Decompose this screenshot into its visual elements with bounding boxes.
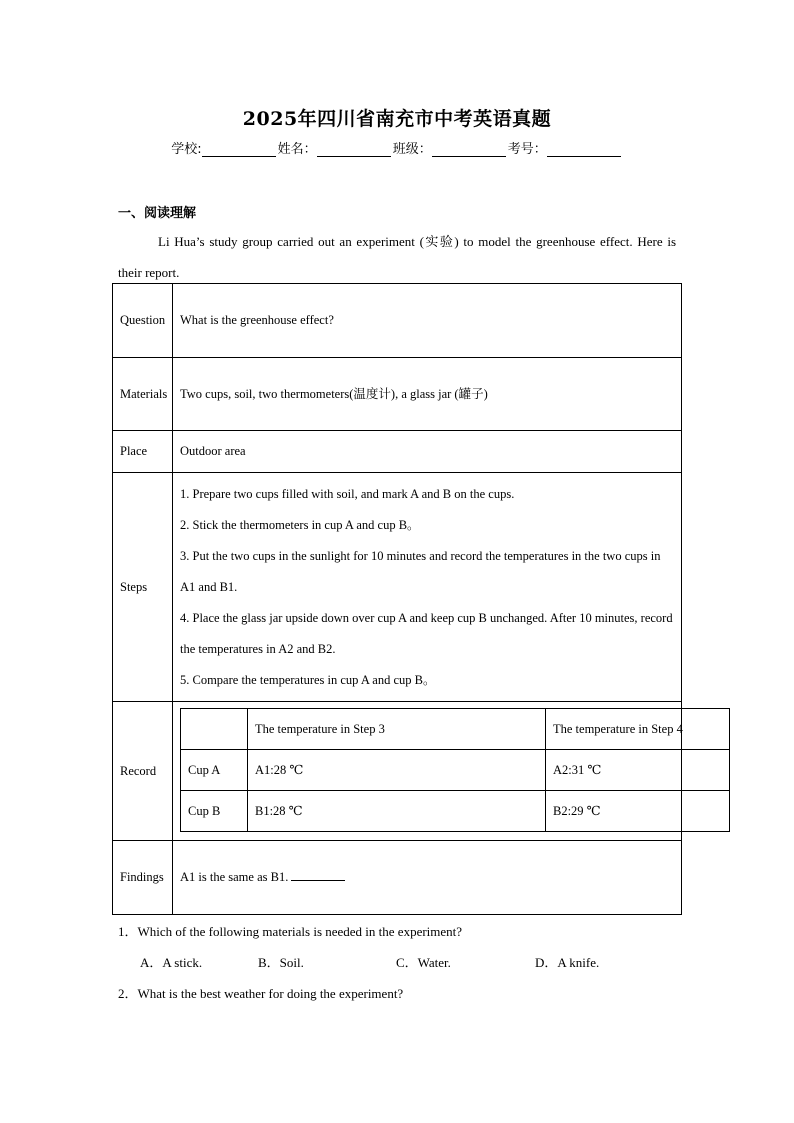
record-row-cup-b — [181, 791, 730, 832]
option-c[interactable]: C．Water. — [396, 955, 451, 970]
record-header-step4: The temperature in Step 4 — [546, 709, 730, 750]
materials-value: Two cups, soil, two thermometers(温度计), a glass jar (罐子) — [173, 358, 682, 431]
record-cup-a-label: Cup A — [181, 750, 248, 791]
report-row-question — [113, 284, 682, 358]
record-a1: A1:28 ℃ — [248, 750, 546, 791]
question-text: What is the best weather for doing the experiment? — [137, 986, 404, 1001]
page-title: 2025年四川省南充市中考英语真题 — [242, 108, 552, 130]
record-header-blank — [181, 709, 248, 750]
findings-cell — [173, 841, 682, 915]
record-cell — [173, 702, 682, 841]
school-label: 学校: — [171, 142, 202, 157]
question-text: Which of the following materials is needed in the experiment? — [137, 924, 463, 939]
name-label: 姓名： — [277, 142, 317, 157]
question-2 — [118, 978, 678, 1009]
name-blank[interactable] — [317, 142, 391, 157]
record-header-row — [181, 709, 730, 750]
exam-no-label: 考号： — [507, 142, 547, 157]
question-1-options — [118, 947, 678, 978]
intro-text: Li Hua’s study group carried out an experiment (实验) to model the greenhouse effect. Here is their report. — [118, 234, 676, 280]
steps-label: Steps — [113, 473, 173, 702]
student-info-line — [0, 138, 794, 157]
step-item: 3. Put the two cups in the sunlight for 10 minutes and record the temperatures in the two cups in A1 and B1. — [180, 548, 661, 594]
record-header-step3: The temperature in Step 3 — [248, 709, 546, 750]
option-d[interactable]: D．A knife. — [535, 955, 600, 970]
option-a[interactable]: A．A stick. — [140, 955, 203, 970]
findings-label: Findings — [113, 841, 173, 915]
record-table — [180, 708, 730, 832]
materials-label: Materials — [113, 358, 173, 431]
record-b2: B2:29 ℃ — [546, 791, 730, 832]
report-row-record — [113, 702, 682, 841]
class-label: 班级： — [392, 142, 432, 157]
findings-value: A1 is the same as B1. — [180, 870, 289, 884]
report-row-steps — [113, 473, 682, 702]
school-blank[interactable] — [202, 142, 276, 157]
step-item: 1. Prepare two cups filled with soil, and mark A and B on the cups. — [180, 486, 515, 501]
exam-no-blank[interactable] — [547, 142, 621, 157]
question-number: 2． — [118, 986, 138, 1001]
record-label: Record — [113, 702, 173, 841]
question-1 — [118, 916, 678, 947]
option-b[interactable]: B．Soil. — [258, 955, 304, 970]
place-label: Place — [113, 431, 173, 473]
question-number: 1． — [118, 924, 138, 939]
step-item: 4. Place the glass jar upside down over cup A and keep cup B unchanged. After 10 minutes, record the temperatures in A2 and B2. — [180, 610, 673, 656]
step-item: 5. Compare the temperatures in cup A and cup B。 — [180, 672, 436, 687]
report-row-materials — [113, 358, 682, 431]
record-row-cup-a — [181, 750, 730, 791]
question-value: What is the greenhouse effect? — [173, 284, 682, 358]
passage-intro — [118, 226, 676, 288]
record-b1: B1:28 ℃ — [248, 791, 546, 832]
report-table — [112, 283, 682, 915]
steps-list — [173, 473, 682, 702]
record-cup-b-label: Cup B — [181, 791, 248, 832]
place-value: Outdoor area — [173, 431, 682, 473]
class-blank[interactable] — [432, 142, 506, 157]
section-heading: 一、阅读理解 — [118, 206, 197, 221]
question-label: Question — [113, 284, 173, 358]
report-row-findings — [113, 841, 682, 915]
report-row-place — [113, 431, 682, 473]
question-list — [118, 916, 678, 1009]
record-a2: A2:31 ℃ — [546, 750, 730, 791]
findings-answer-blank[interactable] — [291, 868, 345, 881]
step-item: 2. Stick the thermometers in cup A and cup B。 — [180, 517, 420, 532]
